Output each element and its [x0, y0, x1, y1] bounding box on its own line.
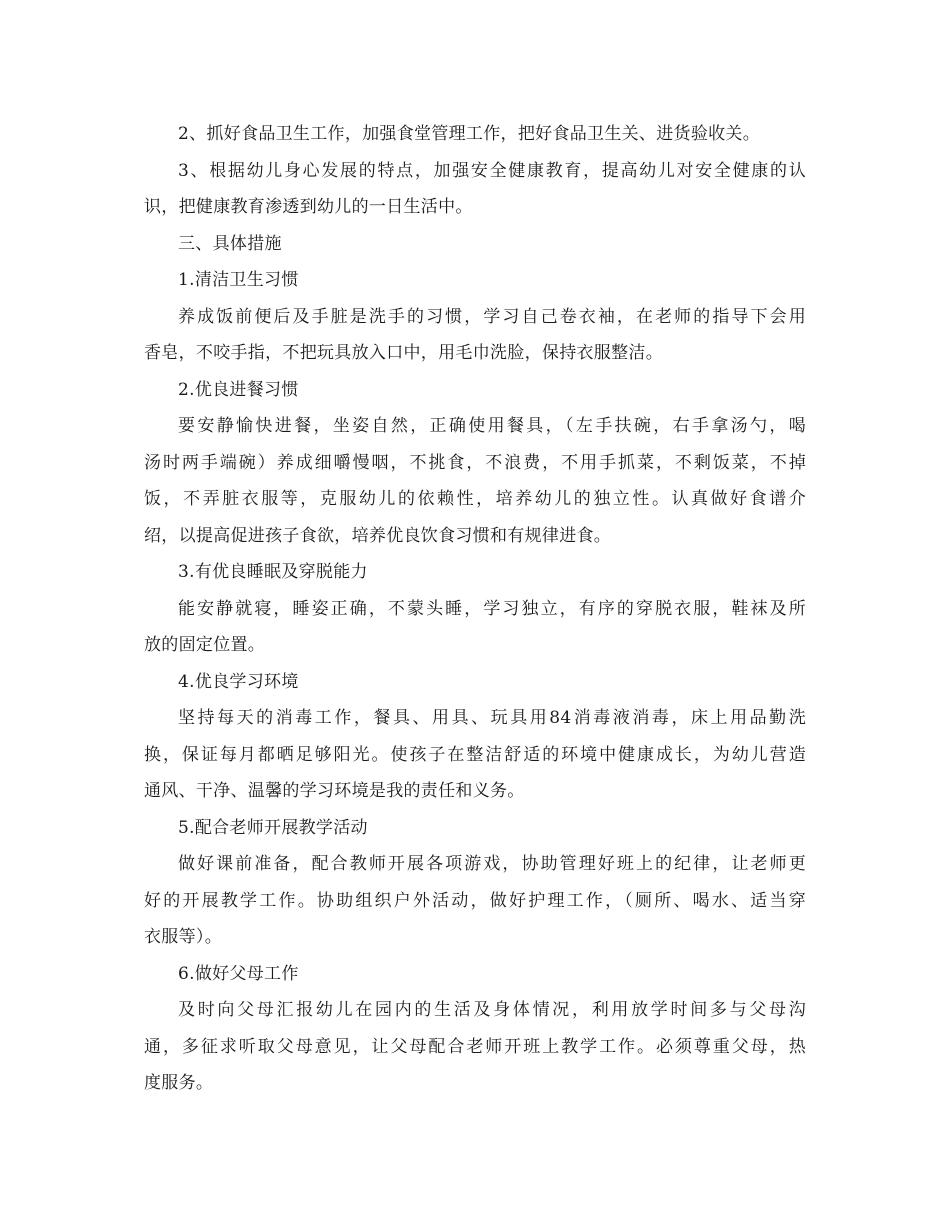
paragraph-line: 通，多征求听取父母意见，让父母配合老师开班上教学工作。必须尊重父母，热 — [144, 1036, 806, 1057]
body-paragraph — [144, 846, 806, 956]
heading-text: 6.做好父母工作 — [178, 963, 299, 984]
heading-text: 2.优良进餐习惯 — [178, 379, 299, 400]
paragraph-line: 2、抓好食品卫生工作，加强食堂管理工作，把好食品卫生关、进货验收关。 — [178, 124, 761, 144]
body-paragraph — [144, 700, 806, 810]
paragraph-line: 衣服等）。 — [144, 927, 222, 947]
paragraph-line: 及时向父母汇报幼儿在园内的生活及身体情况，利用放学时间多与父母沟 — [178, 1000, 806, 1020]
paragraph-line: 好的开展教学工作。协助组织户外活动，做好护理工作，（厕所、喝水、适当穿 — [144, 890, 806, 911]
section-heading — [144, 664, 806, 701]
section-heading — [144, 810, 806, 847]
body-paragraph — [144, 591, 806, 664]
body-paragraph — [144, 408, 806, 554]
section-heading — [144, 372, 806, 409]
paragraph-line: 香皂，不咬手指，不把玩具放入口中，用毛巾洗脸，保持衣服整洁。 — [144, 343, 663, 363]
paragraph-line: 识，把健康教育渗透到幼儿的一日生活中。 — [144, 197, 473, 217]
section-heading — [144, 262, 806, 299]
paragraph-line: 换，保证每月都晒足够阳光。使孩子在整洁舒适的环境中健康成长，为幼儿营造 — [144, 744, 806, 765]
heading-text: 1.清洁卫生习惯 — [178, 270, 299, 290]
paragraph-line: 放的固定位置。 — [144, 635, 266, 655]
paragraph-line: 3、根据幼儿身心发展的特点，加强安全健康教育，提高幼儿对安全健康的认 — [178, 160, 806, 181]
paragraph-line: 饭，不弄脏衣服等，克服幼儿的依赖性，培养幼儿的独立性。认真做好食谱介 — [144, 489, 806, 509]
paragraph-line: 度服务。 — [144, 1073, 214, 1093]
section-heading — [144, 956, 806, 993]
document-body — [144, 116, 806, 1102]
paragraph-line: 养成饭前便后及手脏是洗手的习惯，学习自己卷衣袖，在老师的指导下会用 — [178, 306, 806, 327]
paragraph-line: 坚持每天的消毒工作，餐具、用具、玩具用84消毒液消毒，床上用品勤洗 — [178, 708, 806, 728]
body-paragraph — [144, 153, 806, 226]
section-heading — [144, 226, 806, 263]
paragraph-line: 绍，以提高促进孩子食欲，培养优良饮食习惯和有规律进食。 — [144, 525, 612, 546]
heading-text: 5.配合老师开展教学活动 — [178, 817, 368, 838]
paragraph-line: 汤时两手端碗）养成细嚼慢咽，不挑食，不浪费，不用手抓菜，不剩饭菜，不掉 — [144, 452, 806, 473]
paragraph-line: 要安静愉快进餐，坐姿自然，正确使用餐具，（左手扶碗，右手拿汤勺，喝 — [178, 416, 806, 436]
paragraph-line: 通风、干净、温馨的学习环境是我的责任和义务。 — [144, 781, 525, 801]
heading-text: 三、具体措施 — [178, 233, 282, 254]
paragraph-line: 能安静就寝，睡姿正确，不蒙头睡，学习独立，有序的穿脱衣服，鞋袜及所 — [178, 598, 806, 619]
heading-text: 3.有优良睡眠及穿脱能力 — [178, 562, 368, 582]
body-paragraph — [144, 299, 806, 372]
body-paragraph — [144, 992, 806, 1102]
heading-text: 4.优良学习环境 — [178, 671, 299, 692]
body-paragraph — [144, 116, 806, 153]
paragraph-line: 做好课前准备，配合教师开展各项游戏，协助管理好班上的纪律，让老师更 — [178, 854, 806, 874]
section-heading — [144, 554, 806, 591]
